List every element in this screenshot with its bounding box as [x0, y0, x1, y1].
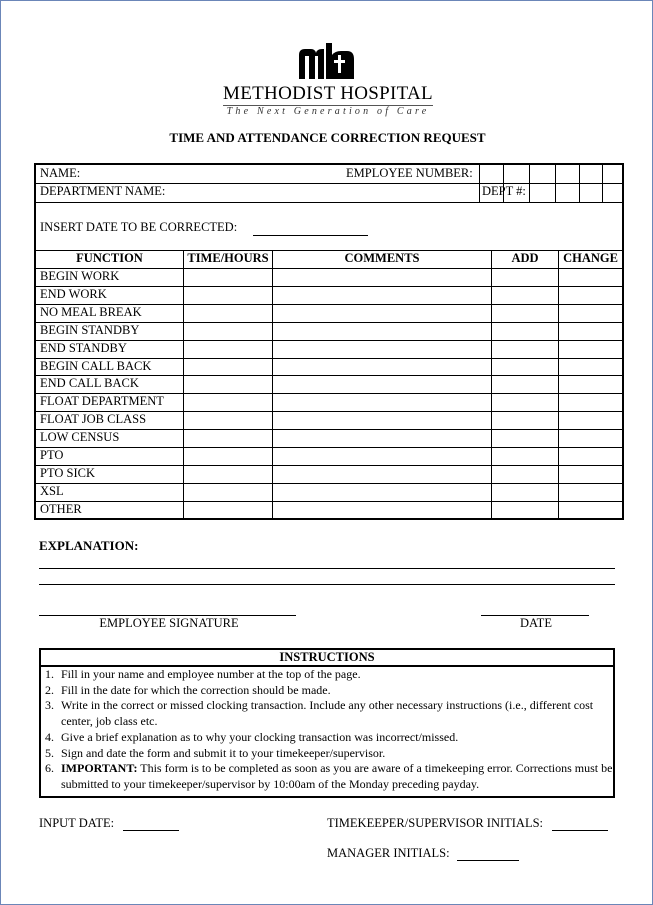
time-hours-cell[interactable]	[184, 269, 272, 286]
add-cell[interactable]	[492, 502, 558, 519]
function-row-label: LOW CENSUS	[40, 430, 120, 444]
time-hours-cell[interactable]	[184, 412, 272, 429]
add-cell[interactable]	[492, 359, 558, 376]
function-row-label: FLOAT JOB CLASS	[40, 412, 147, 426]
instruction-item	[41, 746, 613, 762]
comments-cell[interactable]	[273, 376, 491, 393]
add-cell[interactable]	[492, 484, 558, 501]
column-header-time-hours: TIME/HOURS	[187, 251, 269, 265]
change-cell[interactable]	[559, 448, 622, 465]
instruction-text: Sign and date the form and submit it to your timekeeper/supervisor.	[61, 745, 386, 760]
comments-cell[interactable]	[273, 341, 491, 358]
methodist-mark-icon	[297, 41, 357, 81]
change-cell[interactable]	[559, 341, 622, 358]
comments-cell[interactable]	[273, 323, 491, 340]
column-header-function: FUNCTION	[76, 251, 143, 265]
change-cell[interactable]	[559, 323, 622, 340]
comments-cell[interactable]	[273, 502, 491, 519]
instruction-item	[41, 683, 613, 699]
time-hours-cell[interactable]	[184, 430, 272, 447]
employee-signature-label: EMPLOYEE SIGNATURE	[99, 616, 239, 630]
instruction-item	[41, 667, 613, 683]
add-cell[interactable]	[492, 448, 558, 465]
change-cell[interactable]	[559, 287, 622, 304]
add-cell[interactable]	[492, 376, 558, 393]
comments-cell[interactable]	[273, 287, 491, 304]
hospital-name: METHODIST HOSPITAL	[223, 83, 433, 104]
add-cell[interactable]	[492, 430, 558, 447]
comments-cell[interactable]	[273, 484, 491, 501]
function-row-label: BEGIN WORK	[40, 269, 120, 283]
add-cell[interactable]	[492, 305, 558, 322]
change-cell[interactable]	[559, 502, 622, 519]
instruction-text: Fill in your name and employee number at the top of the page.	[61, 667, 361, 681]
function-row-label: NO MEAL BREAK	[40, 305, 142, 319]
input-date-field[interactable]	[123, 830, 179, 831]
change-cell[interactable]	[559, 359, 622, 376]
instruction-item	[41, 761, 613, 792]
function-row-label: PTO	[40, 448, 64, 462]
timekeeper-initials-label: TIMEKEEPER/SUPERVISOR INITIALS:	[327, 816, 544, 830]
comments-cell[interactable]	[273, 412, 491, 429]
main-form-box	[34, 163, 624, 520]
function-row-label: FLOAT DEPARTMENT	[40, 394, 164, 408]
function-row-label: END CALL BACK	[40, 376, 139, 390]
change-cell[interactable]	[559, 412, 622, 429]
insert-date-label: INSERT DATE TO BE CORRECTED:	[40, 220, 238, 234]
time-hours-cell[interactable]	[184, 502, 272, 519]
instruction-text: Give a brief explanation as to why your clocking transaction was incorrect/missed.	[61, 729, 459, 744]
column-header-change: CHANGE	[563, 251, 618, 265]
time-hours-cell[interactable]	[184, 394, 272, 411]
date-label: DATE	[520, 616, 552, 630]
insert-date-field[interactable]	[253, 235, 368, 236]
time-hours-cell[interactable]	[184, 448, 272, 465]
instruction-number: 5.	[45, 745, 54, 760]
column-header-comments: COMMENTS	[344, 251, 420, 265]
instruction-text: Fill in the date for which the correction should be made.	[61, 682, 331, 697]
name-label: NAME:	[40, 166, 81, 180]
add-cell[interactable]	[492, 323, 558, 340]
instruction-item	[41, 730, 613, 746]
manager-initials-field[interactable]	[457, 860, 519, 861]
function-row-label: PTO SICK	[40, 466, 95, 480]
instruction-number: 6.	[45, 761, 54, 776]
add-cell[interactable]	[492, 394, 558, 411]
function-row-label: OTHER	[40, 502, 82, 516]
time-hours-cell[interactable]	[184, 376, 272, 393]
add-cell[interactable]	[492, 269, 558, 286]
comments-cell[interactable]	[273, 359, 491, 376]
column-header-add: ADD	[511, 251, 539, 265]
time-hours-cell[interactable]	[184, 466, 272, 483]
time-hours-cell[interactable]	[184, 341, 272, 358]
change-cell[interactable]	[559, 484, 622, 501]
instruction-text: Write in the correct or missed clocking transaction. Include any other necessary instructions (i.e., different cost center, job class etc.	[61, 698, 594, 729]
explanation-label: EXPLANATION:	[39, 538, 139, 553]
explanation-line-1[interactable]	[39, 568, 615, 569]
function-row-label: BEGIN STANDBY	[40, 323, 140, 337]
instruction-number: 4.	[45, 729, 54, 744]
instructions-box	[39, 648, 615, 798]
change-cell[interactable]	[559, 305, 622, 322]
add-cell[interactable]	[492, 341, 558, 358]
function-row-label: END STANDBY	[40, 341, 127, 355]
add-cell[interactable]	[492, 466, 558, 483]
add-cell[interactable]	[492, 412, 558, 429]
instruction-text: This form is to be completed as soon as you are aware of a timekeeping error. Corrections must be submitted to your timekeeper/supervisor by 10:00am of the Monday preceding payday.	[61, 761, 613, 791]
instruction-number: 2.	[45, 682, 54, 697]
comments-cell[interactable]	[273, 305, 491, 322]
add-cell[interactable]	[492, 287, 558, 304]
comments-cell[interactable]	[273, 269, 491, 286]
hospital-logo	[221, 41, 435, 117]
function-row-label: XSL	[40, 484, 64, 498]
function-row-label: BEGIN CALL BACK	[40, 359, 152, 373]
comments-cell[interactable]	[273, 448, 491, 465]
instruction-item	[41, 698, 613, 729]
change-cell[interactable]	[559, 430, 622, 447]
time-hours-cell[interactable]	[184, 484, 272, 501]
hospital-tagline: The Next Generation of Care	[226, 106, 430, 117]
change-cell[interactable]	[559, 466, 622, 483]
department-name-label: DEPARTMENT NAME:	[40, 184, 166, 198]
instruction-number: 1.	[45, 667, 54, 681]
instruction-emphasis: IMPORTANT:	[61, 761, 138, 776]
input-date-label: INPUT DATE:	[39, 816, 115, 830]
comments-cell[interactable]	[273, 466, 491, 483]
employee-number-label: EMPLOYEE NUMBER:	[346, 166, 473, 180]
form-title: TIME AND ATTENDANCE CORRECTION REQUEST	[169, 130, 486, 145]
instruction-number: 3.	[45, 698, 54, 713]
instructions-list	[41, 667, 613, 793]
explanation-line-2[interactable]	[39, 584, 615, 585]
function-row-label: END WORK	[40, 287, 107, 301]
time-hours-cell[interactable]	[184, 359, 272, 376]
manager-initials-label: MANAGER INITIALS:	[327, 846, 450, 860]
change-cell[interactable]	[559, 376, 622, 393]
timekeeper-initials-field[interactable]	[552, 830, 608, 831]
dept-number-label: DEPT #:	[482, 184, 526, 198]
instructions-heading: INSTRUCTIONS	[41, 650, 613, 667]
change-cell[interactable]	[559, 394, 622, 411]
comments-cell[interactable]	[273, 394, 491, 411]
time-hours-cell[interactable]	[184, 323, 272, 340]
time-hours-cell[interactable]	[184, 305, 272, 322]
change-cell[interactable]	[559, 269, 622, 286]
time-hours-cell[interactable]	[184, 287, 272, 304]
comments-cell[interactable]	[273, 430, 491, 447]
